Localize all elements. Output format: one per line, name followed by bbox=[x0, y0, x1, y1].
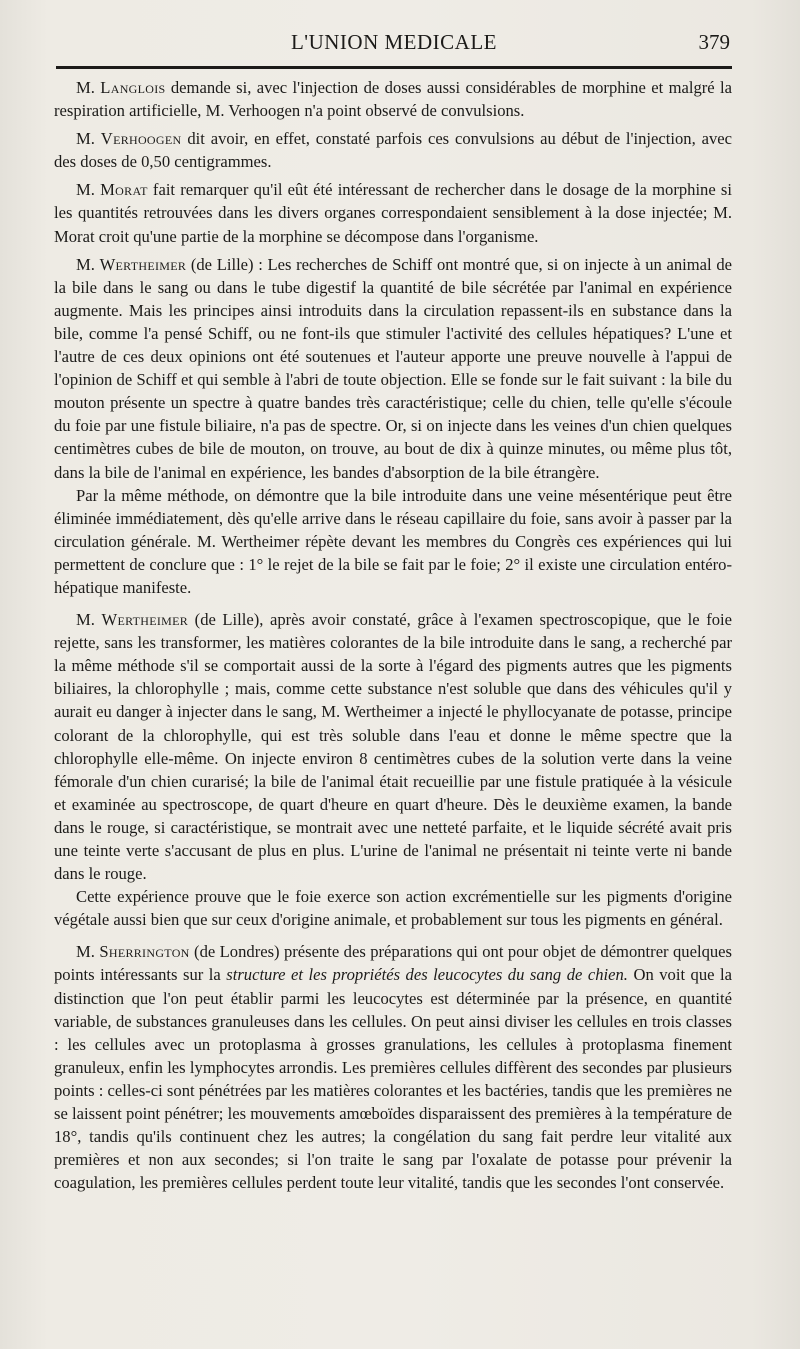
speaker-name: Verhoogen bbox=[100, 129, 182, 149]
speaker-name: Sherrington bbox=[99, 942, 190, 962]
presentation-title: structure et les propriétés des leucocytes du sang de chien. bbox=[226, 965, 628, 985]
article-body bbox=[54, 76, 732, 1199]
paragraph-conclusion bbox=[54, 885, 732, 931]
paragraph-text: (de Lille), après avoir constaté, grâce à l'examen spectroscopique, que le foie rejette, sans les transformer, les matières colorantes de la bile introduite dans le sang, a recherché par la même méthode s'il se comportait aussi de la sorte à l'égard des pigments autres que les pigments biliaires, la chlorophylle ; mais, comme cette substance n'est soluble que dans des véhicules qu'il y aurait eu danger à injecter dans le sang, M. Wertheimer a injecté le phyllocyanate de potasse, principe colorant de la chlorophylle, qui est très soluble dans l'eau et donne le même spectre que la chlorophylle elle-même. On injecte environ 8 centimètres cubes de la solution verte dans la veine fémorale d'un chien curarisé; la bile de l'animal était recueillie par une fistule pratiquée à la vésicule et examinée au spectroscope, de quart d'heure en quart d'heure. Dès le deuxième examen, la bande dans le rouge, si caractéristique, se montrait avec une netteté parfaite, et le liquide sécrété avait pris une teinte verte s'accusant de plus en plus. L'urine de l'animal ne présentait ni teinte verte ni bande dans le rouge. bbox=[54, 610, 732, 884]
speaker-prefix: M. bbox=[76, 610, 102, 630]
paragraph-verhoogen bbox=[54, 127, 732, 173]
speaker-name: Wertheimer bbox=[99, 254, 187, 274]
speaker-name: Wertheimer bbox=[101, 610, 189, 630]
paragraph-wertheimer-bile bbox=[54, 253, 732, 484]
paragraph-text: fait remarquer qu'il eût été intéressant de rechercher dans le dosage de la morphine si les quantités retrouvées dans les divers organes correspondaient sensiblement à la dose injectée; M. Morat croit qu'une partie de la morphine se décompose dans l'organisme. bbox=[54, 180, 732, 246]
journal-title: L'UNION MEDICALE bbox=[290, 30, 497, 54]
running-head bbox=[58, 24, 730, 60]
paragraph-text: Cette expérience prouve que le foie exerce son action excrémentielle sur les pigments d'origine végétale aussi bien que sur ceux d'origine animale, et probablement sur tous les pigments en général. bbox=[54, 887, 732, 930]
paragraph-wertheimer-pigments bbox=[54, 608, 732, 885]
speaker-prefix: M. bbox=[76, 78, 101, 97]
paragraph-text: demande si, avec l'injection de doses aussi considérables de morphine et malgré la respiration artificielle, M. Verhoogen n'a point observé de convulsions. bbox=[54, 78, 732, 121]
speaker-prefix: M. bbox=[76, 180, 101, 200]
speaker-prefix: M. bbox=[76, 254, 100, 274]
speaker-name: Morat bbox=[100, 180, 148, 200]
paragraph-text: (de Lille) : Les recherches de Schiff ont montré que, si on injecte à un animal de la bile dans le sang ou dans le tube digestif la quantité de bile sécrétée par l'animal en expérience augmente. Mais les principes ainsi introduits dans la circulation repassent-ils en substance dans la bile, comme l'a pensé Schiff, ou ne font-ils que stimuler l'activité des cellules hépatiques? L'une et l'autre de ces deux opinions ont été soutenues et l'auteur apporte une preuve nouvelle à l'appui de l'opinion de Schiff et qui semble à l'abri de toute objection. Elle se fonde sur le fait suivant : la bile du mouton présente un spectre à quatre bandes très caractéristique; celle du chien, telle qu'elle s'écoule du foie par une fistule biliaire, n'a pas de spectre. Or, si on injecte dans les veines d'un chien quelques centimètres cubes de bile de mouton, on trouve, au bout de dix à quinze minutes, ou même plus tôt, dans la bile de l'animal en expérience, les bandes d'absorption de la bile étrangère. bbox=[54, 254, 732, 482]
paragraph-text: On voit que la distinction que l'on peut établir parmi les leucocytes est déterminée par la présence, en quantité variable, de substances granuleuses dans les cellules. On peut ainsi diviser les cellules en trois classes : les cellules avec un protoplasma à grosses granulations, les cellules à protoplasma finement granuleux, enfin les lymphocytes arrondis. Les premières cellules diffèrent des secondes par plusieurs points : celles-ci sont pénétrées par les matières colorantes et les bactéries, tandis que les premières ne se laissent point pénétrer; les mouvements amœboïdes disparaissent des premières à la température de 18°, tandis qu'ils continuent chez les autres; la congélation du sang fait perdre leur vitalité aux premières et non aux secondes; si l'on traite le sang par l'oxalate de potasse pour prévenir la coagulation, les premières cellules perdent toute leur vitalité, tandis que les secondes l'ont conservée. bbox=[54, 965, 732, 1193]
header-rule bbox=[56, 66, 732, 69]
speaker-prefix: M. bbox=[76, 129, 101, 149]
speaker-prefix: M. bbox=[76, 942, 100, 962]
paragraph-langlois bbox=[54, 76, 732, 122]
paragraph-method bbox=[54, 484, 732, 599]
paragraph-text-before: (de Londres) présente des préparations qui ont pour objet de démontrer quelques points intéressants sur la bbox=[54, 942, 732, 985]
page-number: 379 bbox=[698, 30, 730, 54]
paragraph-sherrington bbox=[54, 940, 732, 1194]
speaker-name: Langlois bbox=[100, 78, 166, 97]
paragraph-text: Par la même méthode, on démontre que la bile introduite dans une veine mésentérique peut être éliminée immédiatement, dès qu'elle arrive dans le réseau capillaire du foie, sans avoir à passer par la circulation générale. M. Wertheimer répète devant les membres du Congrès ces expériences qui lui permettent de conclure que : 1° le rejet de la bile se fait par le foie; 2° il existe une circulation entéro-hépatique manifeste. bbox=[54, 485, 732, 597]
paragraph-morat bbox=[54, 178, 732, 247]
paragraph-text: dit avoir, en effet, constaté parfois ces convulsions au début de l'injection, avec des doses de 0,50 centigrammes. bbox=[54, 129, 732, 172]
